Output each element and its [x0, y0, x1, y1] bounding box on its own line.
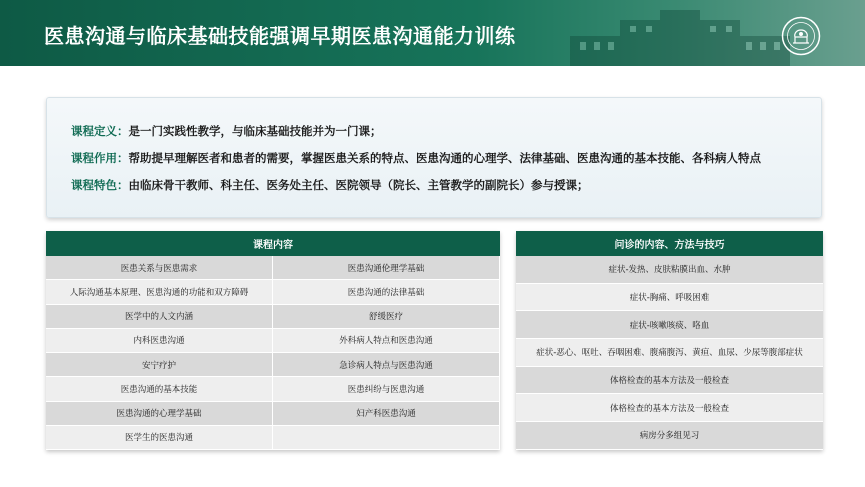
table-cell: 医患沟通的心理学基础	[46, 402, 273, 426]
list-item: 症状-恶心、呕吐、吞咽困难、腹痛腹泻、黄疸、血尿、少尿等腹部症状	[516, 339, 823, 367]
inquiry-content-list	[516, 231, 823, 450]
course-content-header: 课程内容	[46, 231, 500, 256]
table-cell: 人际沟通基本原理、医患沟通的功能和双方障碍	[46, 280, 273, 304]
university-seal-icon	[781, 16, 821, 56]
table-cell: 安宁疗护	[46, 353, 273, 377]
table-cell: 医患关系与医患需求	[46, 256, 273, 280]
table-cell	[273, 426, 500, 450]
course-intro-box	[46, 97, 822, 218]
table-cell: 内科医患沟通	[46, 329, 273, 353]
inquiry-content-header: 问诊的内容、方法与技巧	[516, 231, 823, 256]
page-title: 医患沟通与临床基础技能强调早期医患沟通能力训练	[44, 24, 516, 48]
table-cell: 外科病人特点和医患沟通	[273, 329, 500, 353]
table-cell: 医学中的人文内涵	[46, 305, 273, 329]
table-cell: 医学生的医患沟通	[46, 426, 273, 450]
list-item: 症状-胸痛、呼吸困难	[516, 284, 823, 312]
list-item: 症状-发热、皮肤粘膜出血、水肿	[516, 256, 823, 284]
table-cell: 急诊病人特点与医患沟通	[273, 353, 500, 377]
list-item: 病房分多组见习	[516, 422, 823, 450]
building-silhouette-icon	[560, 6, 800, 66]
table-cell: 医患沟通的基本技能	[46, 377, 273, 401]
list-item: 体格检查的基本方法及一般检查	[516, 394, 823, 422]
table-cell: 医患沟通伦理学基础	[273, 256, 500, 280]
list-item: 体格检查的基本方法及一般检查	[516, 367, 823, 395]
course-feature: 课程特色：由临床骨干教师、科主任、医务处主任、医院领导（院长、主管教学的副院长）参与授课；	[71, 178, 589, 192]
course-purpose: 课程作用：帮助提早理解医者和患者的需要，掌握医患关系的特点、医患沟通的心理学、法律基础、医患沟通的基本技能、各科病人特点	[71, 151, 761, 165]
list-item: 症状-咳嗽咳痰、咯血	[516, 311, 823, 339]
table-cell: 医患纠纷与医患沟通	[273, 377, 500, 401]
header-banner	[0, 0, 865, 66]
table-cell: 舒缓医疗	[273, 305, 500, 329]
table-cell: 医患沟通的法律基础	[273, 280, 500, 304]
course-content-table	[46, 231, 500, 450]
table-cell: 妇产科医患沟通	[273, 402, 500, 426]
course-definition: 课程定义：是一门实践性教学，与临床基础技能并为一门课；	[71, 124, 382, 138]
